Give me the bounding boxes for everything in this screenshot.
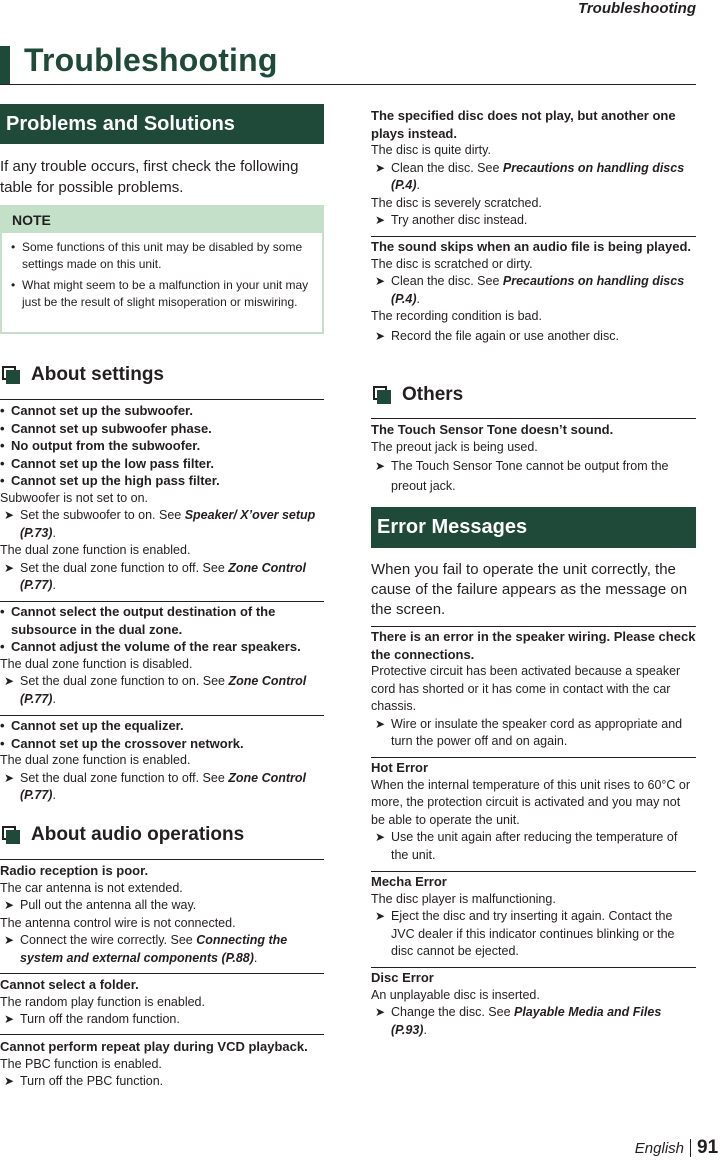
section-icon	[2, 826, 20, 844]
divider	[0, 1034, 324, 1035]
divider	[0, 715, 324, 716]
problem-title: Cannot select a folder.	[0, 977, 139, 992]
symptom: • Cannot set up the high pass filter.	[0, 472, 324, 490]
about-settings-heading: About settings	[2, 364, 164, 386]
arrow-right-icon: ➤	[375, 459, 386, 473]
solution: ➤ Set the dual zone function to on. See Zone Control (P.77).	[4, 674, 307, 706]
cause: The antenna control wire is not connected.	[0, 915, 236, 930]
divider	[371, 871, 696, 872]
divider	[0, 601, 324, 602]
arrow-right-icon: ➤	[375, 716, 386, 731]
folder-block	[0, 976, 324, 1029]
page-title: Troubleshooting	[24, 42, 278, 78]
arrow-right-icon: ➤	[4, 770, 15, 785]
solution: ➤ Set the subwoofer to on. See Speaker/ X’over setup (P.73).	[4, 508, 316, 540]
cause: The PBC function is enabled.	[0, 1056, 162, 1071]
divider	[371, 418, 696, 419]
arrow-right-icon: ➤	[375, 274, 386, 288]
settings-group-1	[0, 402, 324, 595]
cause: Protective circuit has been activated because a speaker cord has shorted or it has come in contact with the car chassis.	[371, 664, 681, 713]
problems-intro: If any trouble occurs, first check the following table for possible problems.	[0, 158, 299, 196]
solution: ➤ Clean the disc. See Precautions on handling discs (P.4).	[375, 274, 685, 306]
problem-title: Hot Error	[371, 760, 429, 775]
cause: When the internal temperature of this unit rises to 60°C or more, the protection circuit is activated and you may not be able to operate the unit.	[371, 777, 691, 827]
reference-link[interactable]: Zone Control (P.77)	[20, 560, 307, 592]
arrow-right-icon: ➤	[375, 213, 386, 227]
cause: Subwoofer is not set to on.	[0, 490, 149, 505]
solution: ➤ Clean the disc. See Precautions on handling discs (P.4).	[375, 160, 685, 192]
reference-link[interactable]: Precautions on handling discs (P.4)	[391, 160, 685, 192]
divider	[371, 236, 696, 237]
cause: The disc is severely scratched.	[371, 195, 542, 210]
symptom: • Cannot set up the subwoofer.	[0, 402, 324, 420]
cause: The disc is scratched or dirty.	[371, 256, 533, 271]
section-icon	[2, 366, 20, 384]
arrow-right-icon: ➤	[4, 560, 15, 575]
solution: ➤ Turn off the PBC function.	[0, 1073, 324, 1091]
title-rule	[0, 84, 696, 85]
solution: ➤ Pull out the antenna all the way.	[0, 897, 324, 915]
arrow-right-icon: ➤	[375, 1005, 386, 1019]
arrow-right-icon: ➤	[4, 1074, 15, 1088]
speaker-wiring-block	[371, 628, 696, 751]
solution: ➤ Wire or insulate the speaker cord as appropriate and turn the power off and on again.	[375, 716, 683, 748]
divider	[0, 859, 324, 860]
cause: The dual zone function is enabled.	[0, 753, 191, 767]
symptom: • No output from the subwoofer.	[0, 437, 324, 455]
solution: ➤ Set the dual zone function to off. See Zone Control (P.77).	[4, 560, 307, 592]
section-icon	[373, 386, 391, 404]
cause: The preout jack is being used.	[371, 439, 538, 454]
page-footer	[635, 1136, 723, 1160]
cause: The recording condition is bad.	[371, 309, 542, 323]
reference-link[interactable]: Connecting the system and external components (P.88)	[20, 933, 288, 965]
cause: The disc player is malfunctioning.	[371, 891, 556, 906]
arrow-right-icon: ➤	[4, 674, 15, 688]
solution: ➤ Change the disc. See Playable Media and Files (P.93).	[375, 1005, 662, 1037]
arrow-right-icon: ➤	[4, 1012, 15, 1026]
solution: ➤ Connect the wire correctly. See Connecting the system and external components (P.88).	[4, 933, 288, 965]
cause: An unplayable disc is inserted.	[371, 987, 540, 1002]
arrow-right-icon: ➤	[4, 933, 15, 947]
problem-title: The sound skips when an audio file is being played.	[371, 239, 691, 254]
about-audio-heading: About audio operations	[2, 824, 244, 846]
divider	[371, 757, 696, 758]
arrow-right-icon: ➤	[375, 830, 386, 844]
footer-language: English	[634, 1139, 684, 1157]
divider	[371, 967, 696, 968]
solution: ➤ Set the dual zone function to off. See Zone Control (P.77).	[4, 770, 307, 802]
problem-title: The Touch Sensor Tone doesn’t sound.	[371, 422, 614, 437]
problem-title: There is an error in the speaker wiring. Please check the connections.	[371, 629, 696, 662]
solution: ➤ Eject the disc and try inserting it again. Contact the JVC dealer if this indicator continues blinking or the disc cannot be ejected.	[375, 909, 675, 958]
others-heading: Others	[373, 384, 463, 406]
solution: ➤ Record the file again or use another disc.	[371, 328, 696, 346]
note-title: NOTE	[2, 207, 322, 233]
disc-plays-block	[371, 107, 696, 230]
errors-intro: When you fail to operate the unit correctly, the cause of the failure appears as the message on the screen.	[371, 561, 688, 618]
arrow-right-icon: ➤	[375, 909, 386, 923]
arrow-right-icon: ➤	[375, 160, 386, 175]
reference-link[interactable]: Speaker/ X’over setup (P.73)	[20, 508, 316, 540]
mecha-error-block	[371, 873, 696, 961]
problem-title: The specified disc does not play, but another one plays instead.	[371, 108, 676, 141]
note-item: • What might seem to be a malfunction in your unit may just be the result of slight misoperation or miswiring.	[11, 278, 309, 309]
reference-link[interactable]: Zone Control (P.77)	[20, 770, 307, 802]
divider	[0, 973, 324, 974]
problem-title: Mecha Error	[371, 874, 447, 889]
cause: The dual zone function is disabled.	[0, 656, 193, 671]
settings-group-2	[0, 603, 324, 708]
arrow-right-icon: ➤	[4, 898, 15, 912]
title-accent-bar	[0, 46, 10, 84]
problem-title: Radio reception is poor.	[0, 863, 149, 878]
cause: The dual zone function is enabled.	[0, 543, 191, 557]
reference-link[interactable]: Playable Media and Files (P.93)	[391, 1005, 662, 1037]
solution: ➤ Try another disc instead.	[371, 212, 696, 230]
running-header: Troubleshooting	[577, 0, 696, 17]
reference-link[interactable]: Zone Control (P.77)	[20, 674, 307, 706]
symptom: • Cannot set up the low pass filter.	[0, 455, 324, 473]
disc-error-block	[371, 969, 696, 1039]
radio-reception-block	[0, 862, 324, 967]
note-box	[0, 205, 324, 334]
page-number: 91	[697, 1137, 719, 1158]
solution: ➤ The Touch Sensor Tone cannot be output from the preout jack.	[371, 456, 696, 496]
symptom: • Cannot set up the equalizer.	[0, 717, 324, 735]
symptom: • Cannot set up subwoofer phase.	[0, 420, 324, 438]
hot-error-block	[371, 759, 696, 864]
solution: ➤ Use the unit again after reducing the temperature of the unit.	[375, 830, 678, 862]
arrow-right-icon: ➤	[375, 328, 386, 343]
problem-title: Disc Error	[371, 970, 434, 985]
problem-title: Cannot perform repeat play during VCD playback.	[0, 1039, 308, 1054]
divider	[0, 399, 324, 400]
symptom: • Cannot adjust the volume of the rear speakers.	[0, 638, 324, 656]
cause: The car antenna is not extended.	[0, 880, 183, 895]
note-item: • Some functions of this unit may be disabled by some settings made on this unit.	[11, 240, 303, 271]
error-messages-banner: Error Messages	[371, 507, 696, 548]
settings-group-3	[0, 717, 324, 805]
repeat-play-block	[0, 1038, 324, 1091]
symptom: • Cannot set up the crossover network.	[0, 735, 324, 753]
arrow-right-icon: ➤	[4, 508, 15, 522]
solution: ➤ Turn off the random function.	[0, 1011, 324, 1029]
reference-link[interactable]: Precautions on handling discs (P.4)	[391, 274, 685, 306]
touch-tone-block	[371, 421, 696, 496]
cause: The disc is quite dirty.	[371, 143, 491, 157]
symptom: • Cannot select the output destination of the subsource in the dual zone.	[0, 603, 324, 638]
divider	[371, 626, 696, 627]
problems-solutions-banner: Problems and Solutions	[0, 104, 324, 144]
sound-skips-block	[371, 238, 696, 345]
cause: The random play function is enabled.	[0, 994, 205, 1009]
